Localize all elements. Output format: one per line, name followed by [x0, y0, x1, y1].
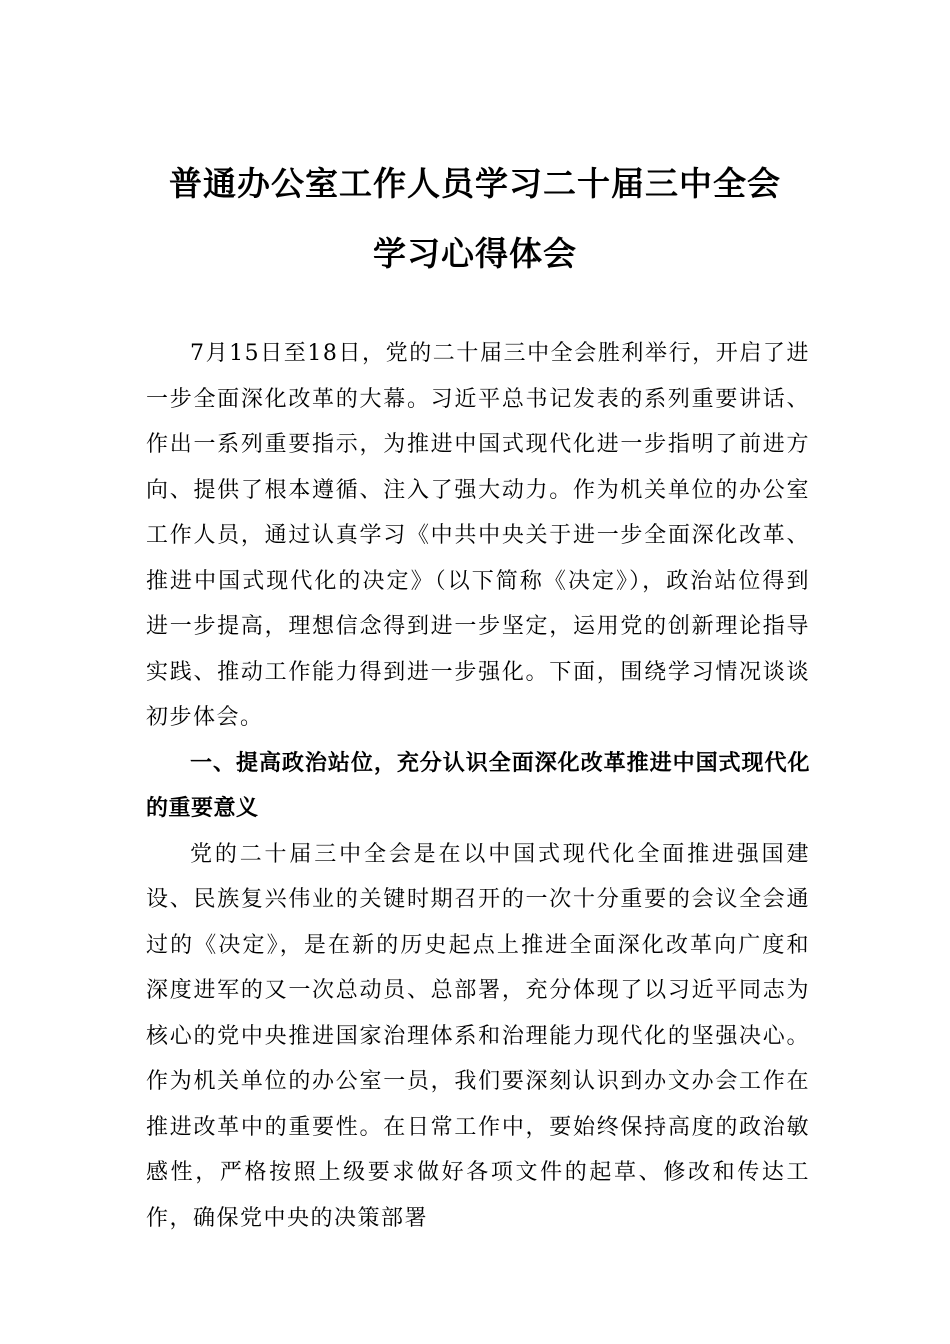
document-title-line-2: 学习心得体会 — [373, 234, 577, 273]
section-heading-1: 一、提高政治站位，充分认识全面深化改革推进中国式现代化的重要意义 — [146, 750, 810, 821]
paragraph-section-1: 党的二十届三中全会是在以中国式现代化全面推进强国建设、民族复兴伟业的关键时期召开的一次十分重要的会议全会通过的《决定》，是在新的历史起点上推进全面深化改革向广度和深度进军的又一次总动员、总部署，充分体现了以习近平同志为核心的党中央推进国家治理体系和治理能力现代化的坚强决心。作为机关单位的办公室一员，我们要深刻认识到办文办会工作在推进改革中的重要性。在日常工作中，要始终保持高度的政治敏感性，严格按照上级要求做好各项文件的起草、修改和传达工作，确保党中央的决策部署 — [146, 841, 810, 1231]
document-body — [146, 331, 810, 1241]
paragraph-intro: 7月15日至18日，党的二十届三中全会胜利举行，开启了进一步全面深化改革的大幕。习近平总书记发表的系列重要讲话、作出一系列重要指示，为推进中国式现代化进一步指明了前进方向、提供了根本遵循、注入了强大动力。作为机关单位的办公室工作人员，通过认真学习《中共中央关于进一步全面深化改革、推进中国式现代化的决定》（以下简称《决定》），政治站位得到进一步提高，理想信念得到进一步坚定，运用党的创新理论指导实践、推动工作能力得到进一步强化。下面，围绕学习情况谈谈初步体会。 — [146, 341, 810, 730]
document-title-line-1: 普通办公室工作人员学习二十届三中全会 — [169, 164, 781, 203]
